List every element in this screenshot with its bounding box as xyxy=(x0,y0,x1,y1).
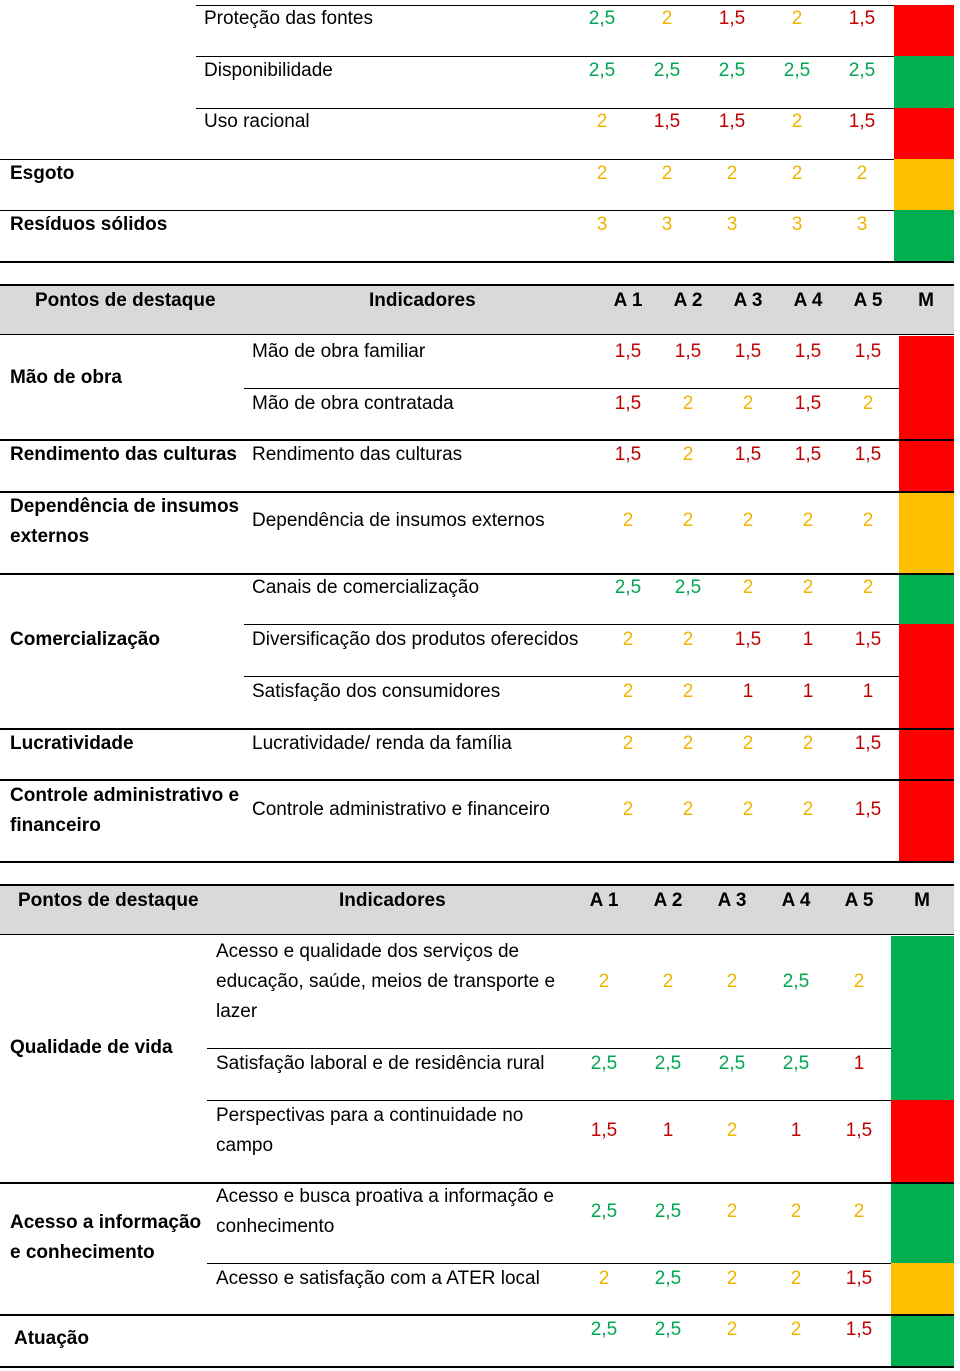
value-cell: 2 xyxy=(598,1268,610,1289)
header-m: M xyxy=(914,890,930,911)
header-a2: A 2 xyxy=(673,290,703,311)
value-cell: 1,5 xyxy=(848,8,876,29)
value-cell: 2,5 xyxy=(588,60,616,81)
value-cell: 2 xyxy=(726,1120,738,1141)
value-cell: 3 xyxy=(661,214,673,235)
value-cell: 1,5 xyxy=(674,341,702,362)
value-cell: 1,5 xyxy=(734,629,762,650)
value-cell: 2 xyxy=(853,1201,865,1222)
value-cell: 3 xyxy=(726,214,738,235)
value-cell: 2 xyxy=(742,510,754,531)
indicator-cell: Dependência de insumos externos xyxy=(252,510,545,531)
value-cell: 1 xyxy=(802,681,814,702)
header-indicadores: Indicadores xyxy=(369,290,476,311)
divider xyxy=(196,5,894,6)
value-cell: 2 xyxy=(596,163,608,184)
indicator-cell: Acesso e satisfação com a ATER local xyxy=(216,1268,540,1289)
group-label: Atuação xyxy=(14,1328,89,1349)
status-yellow-swatch xyxy=(891,1263,954,1314)
indicator-cell: Proteção das fontes xyxy=(204,8,373,29)
value-cell: 2 xyxy=(862,393,874,414)
status-yellow-swatch xyxy=(899,493,954,573)
value-cell: 2 xyxy=(862,510,874,531)
indicator-cell: Perspectivas para a continuidade no campo xyxy=(216,1105,524,1156)
group-label: Resíduos sólidos xyxy=(10,214,168,235)
group-label: Rendimento das culturas xyxy=(10,444,237,465)
indicator-cell: Uso racional xyxy=(204,111,310,132)
value-cell: 1,5 xyxy=(845,1268,873,1289)
indicator-cell: Mão de obra contratada xyxy=(252,393,454,414)
value-cell: 2,5 xyxy=(654,1201,682,1222)
value-cell: 1 xyxy=(802,629,814,650)
value-cell: 1,5 xyxy=(854,341,882,362)
status-green-swatch xyxy=(891,1184,954,1263)
status-green-swatch xyxy=(894,56,954,108)
indicator-cell: Acesso e busca proativa a informação e conhecimento xyxy=(216,1186,554,1237)
indicator-cell: Diversificação dos produtos oferecidos xyxy=(252,629,579,650)
status-red-swatch xyxy=(899,730,954,779)
value-cell: 2 xyxy=(682,681,694,702)
group-label: Lucratividade xyxy=(10,733,134,754)
value-cell: 2,5 xyxy=(674,577,702,598)
header-a3: A 3 xyxy=(717,890,747,911)
status-red-swatch xyxy=(899,624,954,676)
value-cell: 1,5 xyxy=(718,8,746,29)
value-cell: 1,5 xyxy=(718,111,746,132)
status-red-swatch xyxy=(894,5,954,56)
value-cell: 2 xyxy=(802,577,814,598)
value-cell: 2 xyxy=(726,1268,738,1289)
value-cell: 2,5 xyxy=(718,60,746,81)
value-cell: 2 xyxy=(802,733,814,754)
divider xyxy=(0,1314,954,1316)
value-cell: 2 xyxy=(802,510,814,531)
status-green-swatch xyxy=(899,575,954,624)
value-cell: 1,5 xyxy=(794,341,822,362)
value-cell: 2 xyxy=(742,733,754,754)
group-label: Acesso a informação e conhecimento xyxy=(10,1212,202,1263)
group-label: Esgoto xyxy=(10,163,75,184)
status-green-swatch xyxy=(894,210,954,261)
value-cell: 2,5 xyxy=(848,60,876,81)
value-cell: 1,5 xyxy=(734,341,762,362)
value-cell: 2 xyxy=(742,799,754,820)
value-cell: 1,5 xyxy=(854,799,882,820)
indicator-cell: Satisfação laboral e de residência rural xyxy=(216,1053,545,1074)
table-bottom-border xyxy=(0,261,954,263)
value-cell: 2 xyxy=(791,111,803,132)
value-cell: 2 xyxy=(853,971,865,992)
value-cell: 2 xyxy=(726,163,738,184)
group-label: Controle administrativo e financeiro xyxy=(10,785,240,836)
indicator-cell: Lucratividade/ renda da família xyxy=(252,733,512,754)
indicator-cell: Acesso e qualidade dos serviços de educação, saúde, meios de transporte e lazer xyxy=(216,941,556,1022)
value-cell: 3 xyxy=(856,214,868,235)
divider xyxy=(0,728,954,730)
value-cell: 1,5 xyxy=(653,111,681,132)
value-cell: 1,5 xyxy=(794,444,822,465)
value-cell: 3 xyxy=(791,214,803,235)
value-cell: 2 xyxy=(726,1319,738,1340)
value-cell: 2 xyxy=(802,799,814,820)
divider xyxy=(0,159,894,160)
divider xyxy=(196,108,894,109)
value-cell: 2 xyxy=(726,971,738,992)
header-m: M xyxy=(918,290,934,311)
header-a5: A 5 xyxy=(853,290,883,311)
header-pontos: Pontos de destaque xyxy=(35,290,216,311)
table-bottom-border xyxy=(0,1366,954,1368)
value-cell: 2 xyxy=(682,733,694,754)
value-cell: 2 xyxy=(622,799,634,820)
value-cell: 1 xyxy=(853,1053,865,1074)
value-cell: 1,5 xyxy=(845,1319,873,1340)
value-cell: 1 xyxy=(662,1120,674,1141)
value-cell: 2 xyxy=(682,510,694,531)
value-cell: 1,5 xyxy=(794,393,822,414)
value-cell: 2,5 xyxy=(782,971,810,992)
divider xyxy=(0,439,954,441)
value-cell: 2 xyxy=(622,510,634,531)
divider xyxy=(0,334,954,335)
header-a1: A 1 xyxy=(589,890,619,911)
status-red-swatch xyxy=(899,441,954,491)
indicator-cell: Mão de obra familiar xyxy=(252,341,426,362)
value-cell: 1,5 xyxy=(614,444,642,465)
value-cell: 1,5 xyxy=(614,341,642,362)
divider xyxy=(0,934,954,935)
value-cell: 2,5 xyxy=(614,577,642,598)
value-cell: 1,5 xyxy=(848,111,876,132)
value-cell: 2 xyxy=(682,444,694,465)
value-cell: 2 xyxy=(682,393,694,414)
value-cell: 2 xyxy=(661,163,673,184)
header-a2: A 2 xyxy=(653,890,683,911)
status-red-swatch xyxy=(894,108,954,159)
value-cell: 2 xyxy=(682,799,694,820)
value-cell: 2 xyxy=(682,629,694,650)
group-label: Qualidade de vida xyxy=(10,1037,173,1058)
divider xyxy=(207,1263,891,1264)
value-cell: 2 xyxy=(791,163,803,184)
divider xyxy=(0,573,954,575)
group-label: Comercialização xyxy=(10,629,160,650)
value-cell: 2 xyxy=(742,577,754,598)
value-cell: 2 xyxy=(790,1268,802,1289)
divider xyxy=(207,1048,891,1049)
indicator-cell: Canais de comercialização xyxy=(252,577,480,598)
value-cell: 2 xyxy=(790,1201,802,1222)
value-cell: 2 xyxy=(662,971,674,992)
value-cell: 2 xyxy=(791,8,803,29)
value-cell: 2 xyxy=(742,393,754,414)
value-cell: 2,5 xyxy=(782,1053,810,1074)
value-cell: 1,5 xyxy=(590,1120,618,1141)
header-a5: A 5 xyxy=(844,890,874,911)
value-cell: 2,5 xyxy=(590,1319,618,1340)
value-cell: 2 xyxy=(862,577,874,598)
value-cell: 1,5 xyxy=(614,393,642,414)
header-a1: A 1 xyxy=(613,290,643,311)
indicator-cell: Satisfação dos consumidores xyxy=(252,681,501,702)
status-yellow-swatch xyxy=(894,159,954,210)
value-cell: 1,5 xyxy=(734,444,762,465)
status-red-swatch xyxy=(899,336,954,388)
value-cell: 2 xyxy=(622,681,634,702)
value-cell: 1 xyxy=(862,681,874,702)
value-cell: 2,5 xyxy=(654,1268,682,1289)
status-green-swatch xyxy=(891,936,954,1048)
header-a4: A 4 xyxy=(793,290,823,311)
value-cell: 1 xyxy=(742,681,754,702)
value-cell: 2 xyxy=(622,629,634,650)
value-cell: 2,5 xyxy=(588,8,616,29)
value-cell: 2,5 xyxy=(718,1053,746,1074)
value-cell: 2,5 xyxy=(653,60,681,81)
value-cell: 2 xyxy=(598,971,610,992)
value-cell: 2 xyxy=(661,8,673,29)
value-cell: 2,5 xyxy=(590,1053,618,1074)
status-red-swatch xyxy=(899,676,954,728)
value-cell: 1,5 xyxy=(845,1120,873,1141)
divider xyxy=(244,388,899,389)
status-red-swatch xyxy=(891,1100,954,1182)
value-cell: 1,5 xyxy=(854,733,882,754)
value-cell: 2,5 xyxy=(783,60,811,81)
header-a4: A 4 xyxy=(781,890,811,911)
value-cell: 2,5 xyxy=(654,1319,682,1340)
value-cell: 2,5 xyxy=(654,1053,682,1074)
value-cell: 1,5 xyxy=(854,444,882,465)
table-bottom-border xyxy=(0,861,954,863)
value-cell: 1 xyxy=(790,1120,802,1141)
group-label: Mão de obra xyxy=(10,367,122,388)
divider xyxy=(0,210,894,211)
value-cell: 2 xyxy=(726,1201,738,1222)
value-cell: 3 xyxy=(596,214,608,235)
status-red-swatch xyxy=(899,781,954,861)
group-label: Dependência de insumos externos xyxy=(10,496,240,547)
indicator-cell: Rendimento das culturas xyxy=(252,444,463,465)
header-indicadores: Indicadores xyxy=(339,890,446,911)
value-cell: 1,5 xyxy=(854,629,882,650)
value-cell: 2 xyxy=(790,1319,802,1340)
divider xyxy=(244,624,899,625)
indicator-cell: Disponibilidade xyxy=(204,60,333,81)
divider xyxy=(196,56,894,57)
value-cell: 2 xyxy=(622,733,634,754)
value-cell: 2 xyxy=(596,111,608,132)
indicator-cell: Controle administrativo e financeiro xyxy=(252,799,550,820)
value-cell: 2,5 xyxy=(590,1201,618,1222)
divider xyxy=(244,676,899,677)
header-a3: A 3 xyxy=(733,290,763,311)
status-red-swatch xyxy=(899,388,954,439)
status-green-swatch xyxy=(891,1316,954,1366)
value-cell: 2 xyxy=(856,163,868,184)
status-green-swatch xyxy=(891,1048,954,1100)
header-pontos: Pontos de destaque xyxy=(18,890,199,911)
